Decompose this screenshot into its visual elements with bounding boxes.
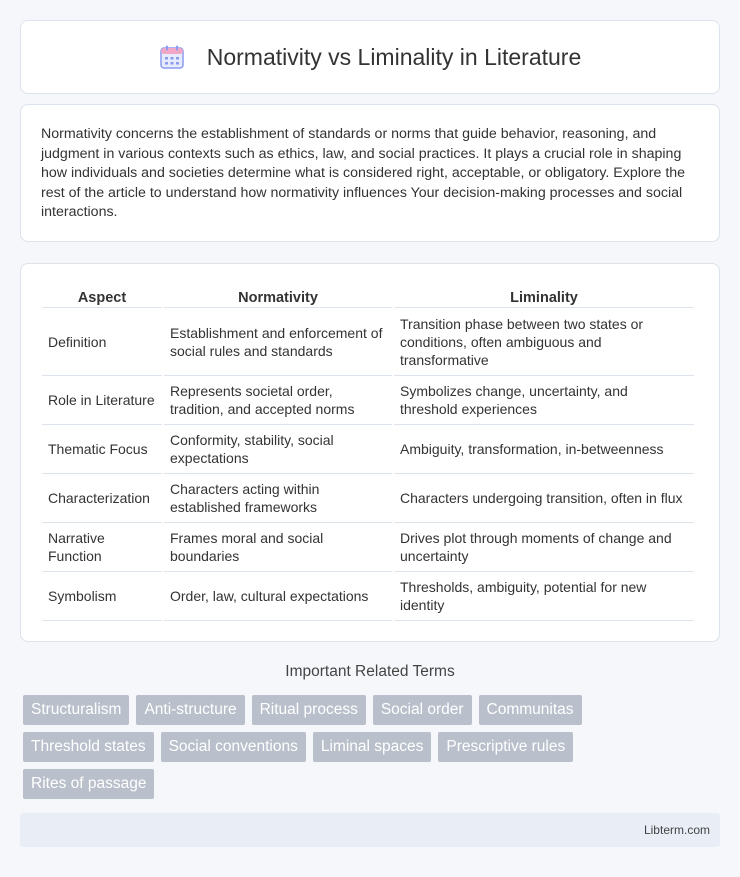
cell-liminality: Characters undergoing transition, often in flux — [394, 474, 694, 523]
cell-liminality: Transition phase between two states or conditions, often ambiguous and transformative — [394, 308, 694, 376]
tag-communitas[interactable]: Communitas — [479, 695, 582, 725]
cell-normativity: Conformity, stability, social expectations — [164, 425, 392, 474]
comparison-table — [40, 284, 696, 621]
cell-normativity: Characters acting within established frameworks — [164, 474, 392, 523]
cell-normativity: Frames moral and social boundaries — [164, 523, 392, 572]
table-row — [42, 523, 694, 572]
calendar-icon — [159, 44, 185, 70]
tag-rites-of-passage[interactable]: Rites of passage — [23, 769, 154, 799]
header-card — [20, 20, 720, 94]
table-row — [42, 474, 694, 523]
tag-ritual-process[interactable]: Ritual process — [252, 695, 366, 725]
table-row — [42, 572, 694, 621]
column-header-aspect: Aspect — [42, 284, 162, 308]
intro-text: Normativity concerns the establishment of standards or norms that guide behavior, reasoning, and judgment in various contexts such as ethics, law, and social practices. It plays a crucial role in shaping how individuals and societies determine what is considered right, acceptable, or obligatory. Explore the rest of the article to understand how normativity influences Your decision-making processes and social interactions. — [41, 126, 686, 221]
cell-normativity: Represents societal order, tradition, and accepted norms — [164, 376, 392, 425]
cell-aspect: Characterization — [42, 474, 162, 523]
cell-liminality: Symbolizes change, uncertainty, and threshold experiences — [394, 376, 694, 425]
cell-aspect: Thematic Focus — [42, 425, 162, 474]
footer-brand-link[interactable]: Libterm.com — [643, 823, 710, 837]
page-title: Normativity vs Liminality in Literature — [206, 43, 582, 70]
cell-aspect: Narrative Function — [42, 523, 162, 572]
cell-aspect: Symbolism — [42, 572, 162, 621]
column-header-liminality: Liminality — [394, 284, 694, 308]
related-terms-title: Important Related Terms — [285, 663, 455, 680]
cell-liminality: Drives plot through moments of change and uncertainty — [394, 523, 694, 572]
footer — [20, 813, 720, 847]
intro-card — [20, 104, 720, 242]
cell-aspect: Definition — [42, 308, 162, 376]
table-header-row — [42, 284, 694, 308]
table-row — [42, 308, 694, 376]
cell-aspect: Role in Literature — [42, 376, 162, 425]
related-terms-list — [23, 695, 623, 799]
tag-prescriptive-rules[interactable]: Prescriptive rules — [438, 732, 573, 762]
column-header-normativity: Normativity — [164, 284, 392, 308]
tag-anti-structure[interactable]: Anti-structure — [136, 695, 244, 725]
tag-social-order[interactable]: Social order — [373, 695, 472, 725]
cell-liminality: Ambiguity, transformation, in-betweenness — [394, 425, 694, 474]
tag-liminal-spaces[interactable]: Liminal spaces — [313, 732, 432, 762]
tag-structuralism[interactable]: Structuralism — [23, 695, 129, 725]
cell-liminality: Thresholds, ambiguity, potential for new identity — [394, 572, 694, 621]
tag-threshold-states[interactable]: Threshold states — [23, 732, 154, 762]
table-row — [42, 376, 694, 425]
cell-normativity: Establishment and enforcement of social rules and standards — [164, 308, 392, 376]
comparison-table-card — [20, 263, 720, 642]
cell-normativity: Order, law, cultural expectations — [164, 572, 392, 621]
tag-social-conventions[interactable]: Social conventions — [161, 732, 306, 762]
table-row — [42, 425, 694, 474]
